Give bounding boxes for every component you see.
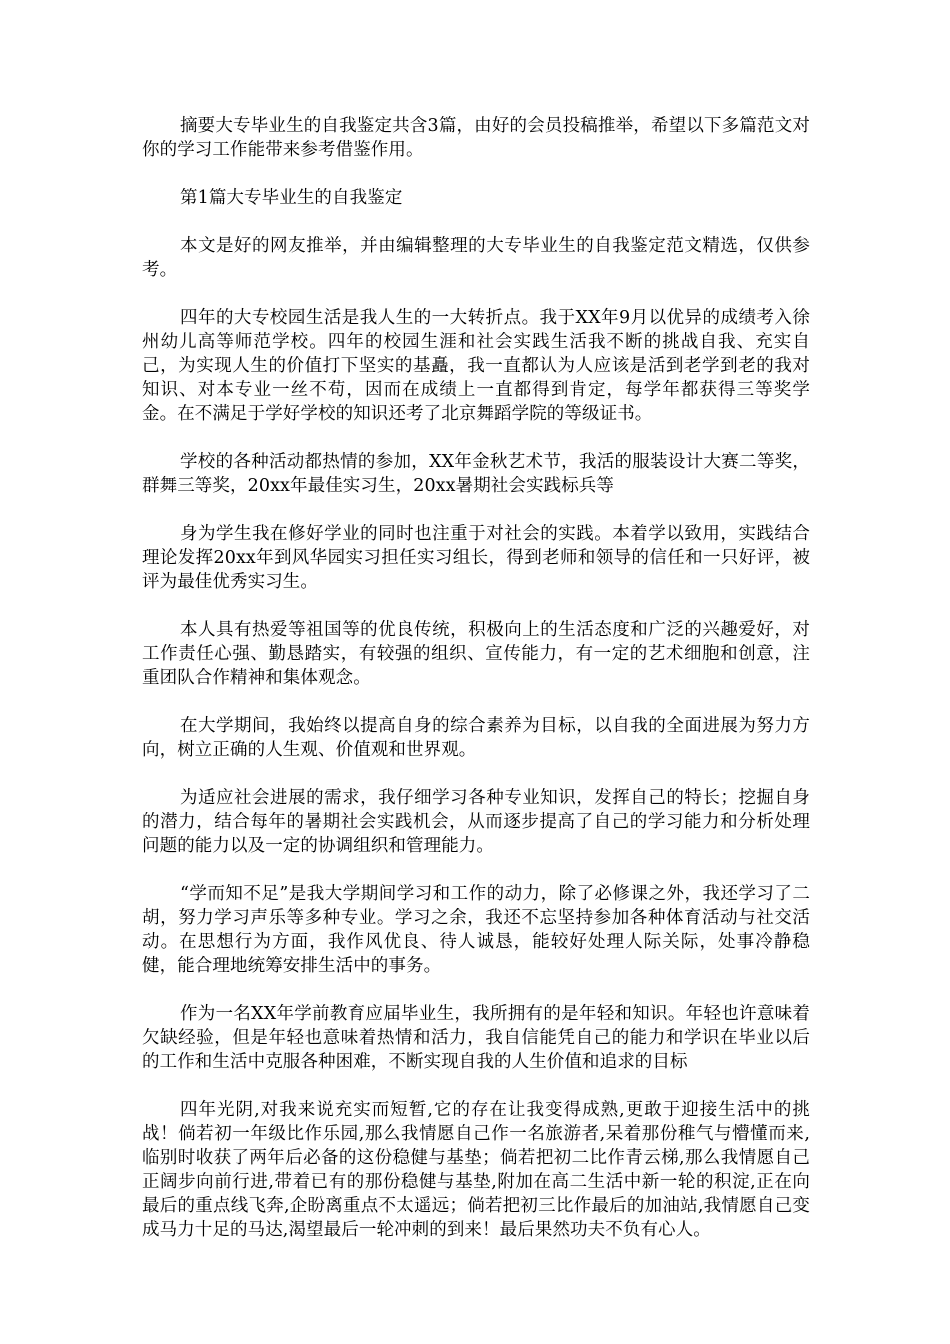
document-page	[142, 114, 810, 1266]
body-paragraph: “学而知不足”是我大学期间学习和工作的动力，除了必修课之外，我还学习了二胡，努力学习声乐等多种专业。学习之余，我还不忘坚持参加各种体育活动与社交活动。在思想行为方面，我作风优良、待人诚恳，能较好处理人际关际，处事冷静稳健，能合理地统筹安排生活中的事务。	[142, 884, 810, 976]
body-paragraph: 四年光阴,对我来说充实而短暂,它的存在让我变得成熟,更敢于迎接生活中的挑战！倘若初一年级比作乐园,那么我情愿自己作一名旅游者,呆着那份稚气与懵懂而来,临别时收获了两年后必备的这份稳健与基垫；倘若把初二比作青云梯,那么我情愿自己正阔步向前行进,带着已有的那份稳健与基垫,附加在高二生活中新一轮的积淀,正在向最后的重点线飞奔,企盼离重点不太遥远；倘若把初三比作最后的加油站,我情愿自己变成马力十足的马达,渴望最后一轮冲刺的到来！最后果然功夫不负有心人。	[142, 1100, 810, 1240]
body-paragraph: 身为学生我在修好学业的同时也注重于对社会的实践。本着学以致用，实践结合理论发挥20xx年到风华园实习担任实习组长，得到老师和领导的信任和一只好评，被评为最佳优秀实习生。	[142, 524, 810, 592]
body-paragraph: 本人具有热爱等祖国等的优良传统，积极向上的生活态度和广泛的兴趣爱好，对工作责任心强、勤恳踏实，有较强的组织、宣传能力，有一定的艺术细胞和创意，注重团队合作精神和集体观念。	[142, 620, 810, 688]
section-heading: 第1篇大专毕业生的自我鉴定	[180, 188, 403, 208]
body-paragraph: 为适应社会进展的需求，我仔细学习各种专业知识，发挥自己的特长；挖掘自身的潜力，结合每年的暑期社会实践机会，从而逐步提高了自己的学习能力和分析处理问题的能力以及一定的协调组织和管理能力。	[142, 788, 810, 856]
body-paragraph: 在大学期间，我始终以提高自身的综合素养为目标，以自我的全面进展为努力方向，树立正确的人生观、价值观和世界观。	[142, 716, 810, 760]
abstract-paragraph: 摘要大专毕业生的自我鉴定共含3篇，由好的会员投稿推举，希望以下多篇范文对你的学习工作能带来参考借鉴作用。	[142, 116, 810, 160]
body-paragraph: 学校的各种活动都热情的参加，XX年金秋艺术节，我活的服装设计大赛二等奖，群舞三等奖，20xx年最佳实习生，20xx暑期社会实践标兵等	[142, 452, 810, 496]
body-paragraph: 作为一名XX年学前教育应届毕业生，我所拥有的是年轻和知识。年轻也许意味着欠缺经验，但是年轻也意味着热情和活力，我自信能凭自己的能力和学识在毕业以后的工作和生活中克服各种困难，不断实现自我的人生价值和追求的目标	[142, 1004, 810, 1072]
body-paragraph: 四年的大专校园生活是我人生的一大转折点。我于XX年9月以优异的成绩考入徐州幼儿高等师范学校。四年的校园生涯和社会实践生活我不断的挑战自我、充实自己，为实现人生的价值打下坚实的基矗，我一直都认为人应该是活到老学到老的我对知识、对本专业一丝不苟，因而在成绩上一直都得到肯定，每学年都获得三等奖学金。在不满足于学好学校的知识还考了北京舞蹈学院的等级证书。	[142, 308, 810, 424]
intro-paragraph: 本文是好的网友推举，并由编辑整理的大专毕业生的自我鉴定范文精选，仅供参考。	[142, 236, 810, 280]
